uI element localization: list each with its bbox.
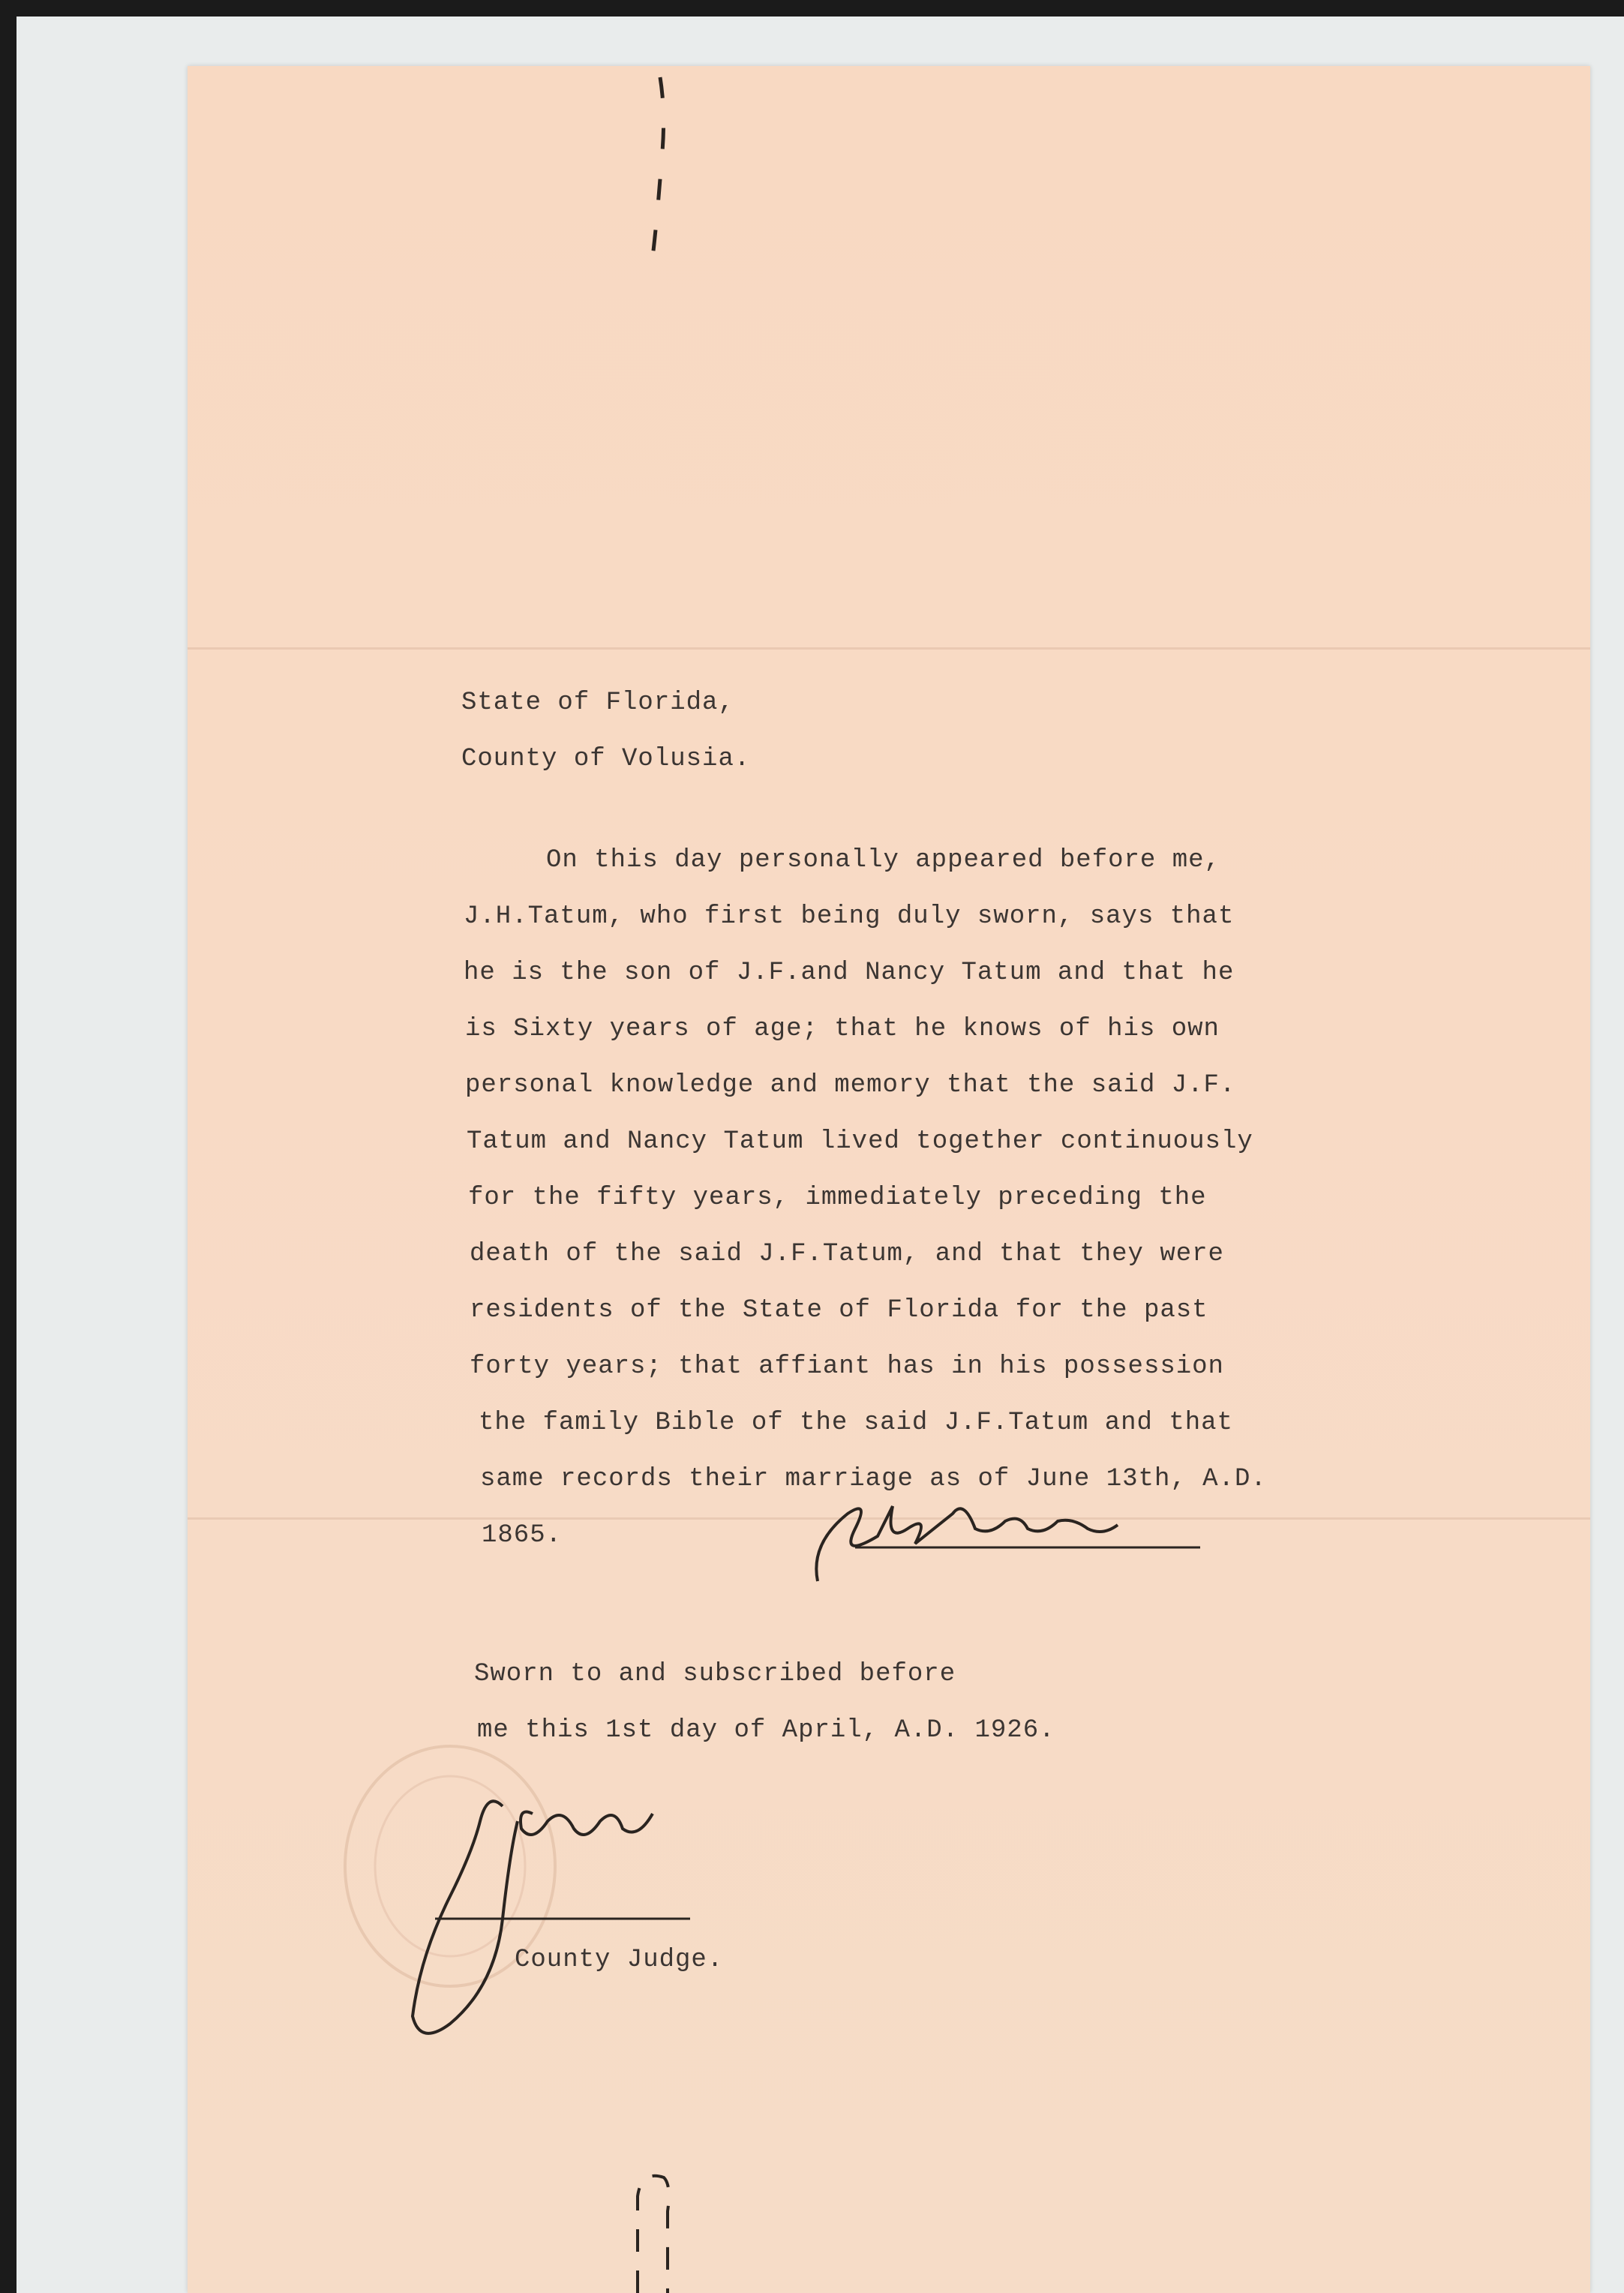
affiant-signature — [803, 1484, 1208, 1596]
body-line: is Sixty years of age; that he knows of his own — [465, 1015, 1220, 1043]
county-heading: County of Volusia. — [461, 745, 751, 773]
judge-title: County Judge. — [515, 1946, 724, 1974]
body-line: J.H.Tatum, who first being duly sworn, says that — [464, 902, 1235, 931]
body-line: death of the said J.F.Tatum, and that they were — [470, 1240, 1224, 1268]
paper-fold-line — [188, 647, 1590, 650]
jurat-line: Sworn to and subscribed before — [474, 1660, 956, 1688]
affidavit-page — [188, 66, 1590, 2293]
scanner-left-edge — [0, 0, 17, 2293]
punch-hole-bottom — [623, 2166, 698, 2293]
body-line: the family Bible of the said J.F.Tatum and that — [479, 1409, 1233, 1437]
jurat-line: me this 1st day of April, A.D. 1926. — [477, 1716, 1055, 1745]
body-line: for the fifty years, immediately preceding the — [468, 1184, 1207, 1212]
body-line: 1865. — [482, 1521, 563, 1550]
body-line: he is the son of J.F.and Nancy Tatum and that he — [464, 959, 1235, 987]
state-heading: State of Florida, — [461, 689, 734, 717]
scanner-top-edge — [0, 0, 1624, 17]
body-line: same records their marriage as of June 13th, A.D. — [480, 1465, 1267, 1493]
body-line: forty years; that affiant has in his possession — [470, 1352, 1224, 1381]
body-line: On this day personally appeared before me, — [546, 846, 1220, 875]
body-line: Tatum and Nancy Tatum lived together continuously — [467, 1127, 1253, 1156]
punch-hole-top — [608, 70, 683, 265]
judge-signature — [390, 1746, 705, 2061]
body-line: residents of the State of Florida for the past — [470, 1296, 1208, 1325]
body-line: personal knowledge and memory that the said J.F. — [465, 1071, 1236, 1100]
